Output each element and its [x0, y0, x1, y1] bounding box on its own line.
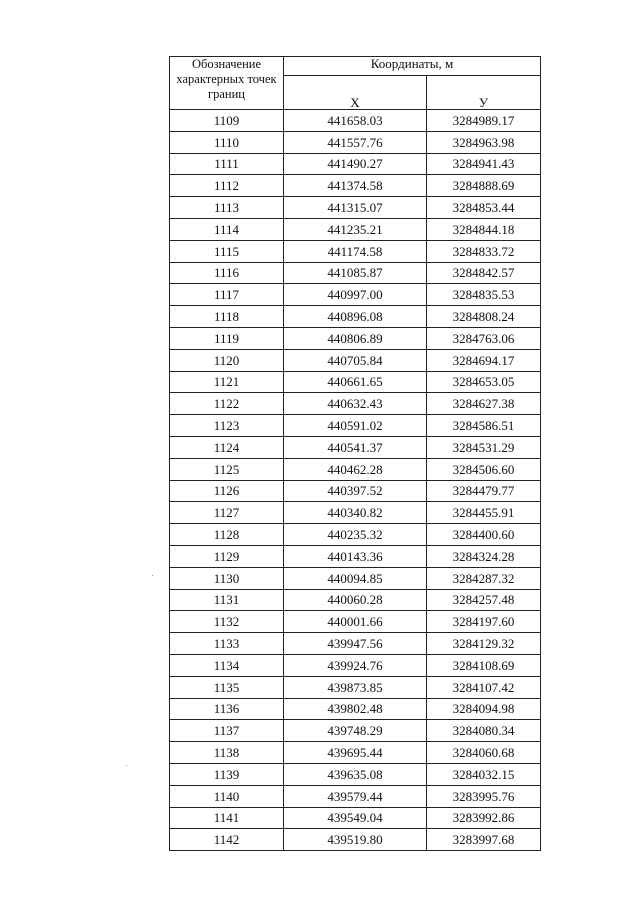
table-row [170, 633, 541, 655]
table-row [170, 371, 541, 393]
point-designation-header: Обозначение характерных точек границ [170, 57, 284, 110]
x-coordinate-cell: 440661.65 [284, 371, 427, 393]
point-id-cell: 1133 [170, 633, 284, 655]
x-coordinate-cell: 439947.56 [284, 633, 427, 655]
x-coordinate-cell: 439873.85 [284, 676, 427, 698]
point-id-cell: 1109 [170, 110, 284, 132]
y-coordinate-cell: 3284506.60 [427, 458, 541, 480]
point-id-cell: 1128 [170, 524, 284, 546]
x-coordinate-cell: 440143.36 [284, 545, 427, 567]
table-row [170, 502, 541, 524]
table-row [170, 545, 541, 567]
point-id-cell: 1121 [170, 371, 284, 393]
y-coordinate-cell: 3284627.38 [427, 393, 541, 415]
y-coordinate-cell: 3283997.68 [427, 829, 541, 851]
point-id-cell: 1116 [170, 262, 284, 284]
x-coordinate-cell: 440896.08 [284, 306, 427, 328]
point-id-cell: 1125 [170, 458, 284, 480]
table-row [170, 698, 541, 720]
y-column-header: У [427, 75, 541, 109]
x-coordinate-cell: 440632.43 [284, 393, 427, 415]
x-coordinate-cell: 440235.32 [284, 524, 427, 546]
y-coordinate-cell: 3284653.05 [427, 371, 541, 393]
table-row [170, 785, 541, 807]
x-coordinate-cell: 441235.21 [284, 218, 427, 240]
point-id-cell: 1114 [170, 218, 284, 240]
point-id-cell: 1129 [170, 545, 284, 567]
x-coordinate-cell: 439802.48 [284, 698, 427, 720]
point-id-cell: 1132 [170, 611, 284, 633]
y-coordinate-cell: 3284197.60 [427, 611, 541, 633]
point-id-cell: 1115 [170, 240, 284, 262]
point-id-cell: 1124 [170, 436, 284, 458]
y-coordinate-cell: 3283992.86 [427, 807, 541, 829]
point-id-cell: 1141 [170, 807, 284, 829]
y-coordinate-cell: 3284108.69 [427, 654, 541, 676]
table-row [170, 218, 541, 240]
y-coordinate-cell: 3284060.68 [427, 742, 541, 764]
x-coordinate-cell: 441490.27 [284, 153, 427, 175]
y-coordinate-cell: 3284129.32 [427, 633, 541, 655]
table-row [170, 829, 541, 851]
y-coordinate-cell: 3284400.60 [427, 524, 541, 546]
y-coordinate-cell: 3284888.69 [427, 175, 541, 197]
table-row [170, 262, 541, 284]
x-coordinate-cell: 440340.82 [284, 502, 427, 524]
point-id-cell: 1122 [170, 393, 284, 415]
x-coordinate-cell: 440806.89 [284, 327, 427, 349]
table-row [170, 415, 541, 437]
point-id-cell: 1136 [170, 698, 284, 720]
point-id-cell: 1118 [170, 306, 284, 328]
x-coordinate-cell: 439519.80 [284, 829, 427, 851]
point-id-cell: 1131 [170, 589, 284, 611]
y-coordinate-cell: 3284094.98 [427, 698, 541, 720]
table-row [170, 589, 541, 611]
x-coordinate-cell: 441174.58 [284, 240, 427, 262]
y-coordinate-cell: 3284694.17 [427, 349, 541, 371]
table-row [170, 240, 541, 262]
point-id-cell: 1123 [170, 415, 284, 437]
y-coordinate-cell: 3284287.32 [427, 567, 541, 589]
table-row [170, 742, 541, 764]
y-coordinate-cell: 3284989.17 [427, 110, 541, 132]
x-coordinate-cell: 440397.52 [284, 480, 427, 502]
table-row [170, 175, 541, 197]
point-id-cell: 1110 [170, 131, 284, 153]
y-coordinate-cell: 3284844.18 [427, 218, 541, 240]
point-id-cell: 1135 [170, 676, 284, 698]
point-id-cell: 1127 [170, 502, 284, 524]
coordinates-header: Координаты, м [284, 57, 541, 76]
table-row [170, 567, 541, 589]
x-coordinate-cell: 439924.76 [284, 654, 427, 676]
x-coordinate-cell: 440705.84 [284, 349, 427, 371]
y-coordinate-cell: 3284080.34 [427, 720, 541, 742]
x-coordinate-cell: 439695.44 [284, 742, 427, 764]
table-header [170, 57, 541, 110]
x-coordinate-cell: 440094.85 [284, 567, 427, 589]
x-coordinate-cell: 439579.44 [284, 785, 427, 807]
point-id-cell: 1142 [170, 829, 284, 851]
table-row [170, 480, 541, 502]
y-coordinate-cell: 3284107.42 [427, 676, 541, 698]
y-coordinate-cell: 3284941.43 [427, 153, 541, 175]
x-coordinate-cell: 441374.58 [284, 175, 427, 197]
point-id-cell: 1140 [170, 785, 284, 807]
point-id-cell: 1113 [170, 197, 284, 219]
point-id-cell: 1111 [170, 153, 284, 175]
table-row [170, 676, 541, 698]
x-coordinate-cell: 441658.03 [284, 110, 427, 132]
table-row [170, 393, 541, 415]
y-coordinate-cell: 3283995.76 [427, 785, 541, 807]
y-coordinate-cell: 3284763.06 [427, 327, 541, 349]
x-coordinate-cell: 439549.04 [284, 807, 427, 829]
y-coordinate-cell: 3284835.53 [427, 284, 541, 306]
table-row [170, 110, 541, 132]
scan-speck [152, 575, 153, 576]
table-row [170, 763, 541, 785]
point-id-cell: 1134 [170, 654, 284, 676]
x-coordinate-cell: 440060.28 [284, 589, 427, 611]
y-coordinate-cell: 3284808.24 [427, 306, 541, 328]
coordinates-table [169, 56, 541, 851]
y-coordinate-cell: 3284479.77 [427, 480, 541, 502]
table-row [170, 153, 541, 175]
point-id-cell: 1138 [170, 742, 284, 764]
table-row [170, 654, 541, 676]
x-coordinate-cell: 440001.66 [284, 611, 427, 633]
x-coordinate-cell: 440997.00 [284, 284, 427, 306]
table-row [170, 458, 541, 480]
point-id-cell: 1117 [170, 284, 284, 306]
x-coordinate-cell: 439635.08 [284, 763, 427, 785]
y-coordinate-cell: 3284257.48 [427, 589, 541, 611]
x-coordinate-cell: 440462.28 [284, 458, 427, 480]
x-column-header: X [284, 75, 427, 109]
table-row [170, 611, 541, 633]
x-coordinate-cell: 441315.07 [284, 197, 427, 219]
y-coordinate-cell: 3284963.98 [427, 131, 541, 153]
point-id-cell: 1112 [170, 175, 284, 197]
x-coordinate-cell: 439748.29 [284, 720, 427, 742]
table-body [170, 110, 541, 851]
y-coordinate-cell: 3284586.51 [427, 415, 541, 437]
point-id-cell: 1120 [170, 349, 284, 371]
table-row [170, 306, 541, 328]
x-coordinate-cell: 441085.87 [284, 262, 427, 284]
point-id-cell: 1137 [170, 720, 284, 742]
x-coordinate-cell: 440541.37 [284, 436, 427, 458]
y-coordinate-cell: 3284032.15 [427, 763, 541, 785]
y-coordinate-cell: 3284455.91 [427, 502, 541, 524]
table-row [170, 197, 541, 219]
table-row [170, 807, 541, 829]
point-id-cell: 1130 [170, 567, 284, 589]
table-row [170, 524, 541, 546]
y-coordinate-cell: 3284833.72 [427, 240, 541, 262]
y-coordinate-cell: 3284842.57 [427, 262, 541, 284]
table-row [170, 284, 541, 306]
point-id-cell: 1139 [170, 763, 284, 785]
scan-speck [126, 765, 127, 766]
x-coordinate-cell: 441557.76 [284, 131, 427, 153]
x-coordinate-cell: 440591.02 [284, 415, 427, 437]
y-coordinate-cell: 3284324.28 [427, 545, 541, 567]
table-row [170, 131, 541, 153]
y-coordinate-cell: 3284531.29 [427, 436, 541, 458]
point-id-cell: 1126 [170, 480, 284, 502]
table-row [170, 720, 541, 742]
table-row [170, 349, 541, 371]
y-coordinate-cell: 3284853.44 [427, 197, 541, 219]
table-row [170, 327, 541, 349]
table-row [170, 436, 541, 458]
point-id-cell: 1119 [170, 327, 284, 349]
